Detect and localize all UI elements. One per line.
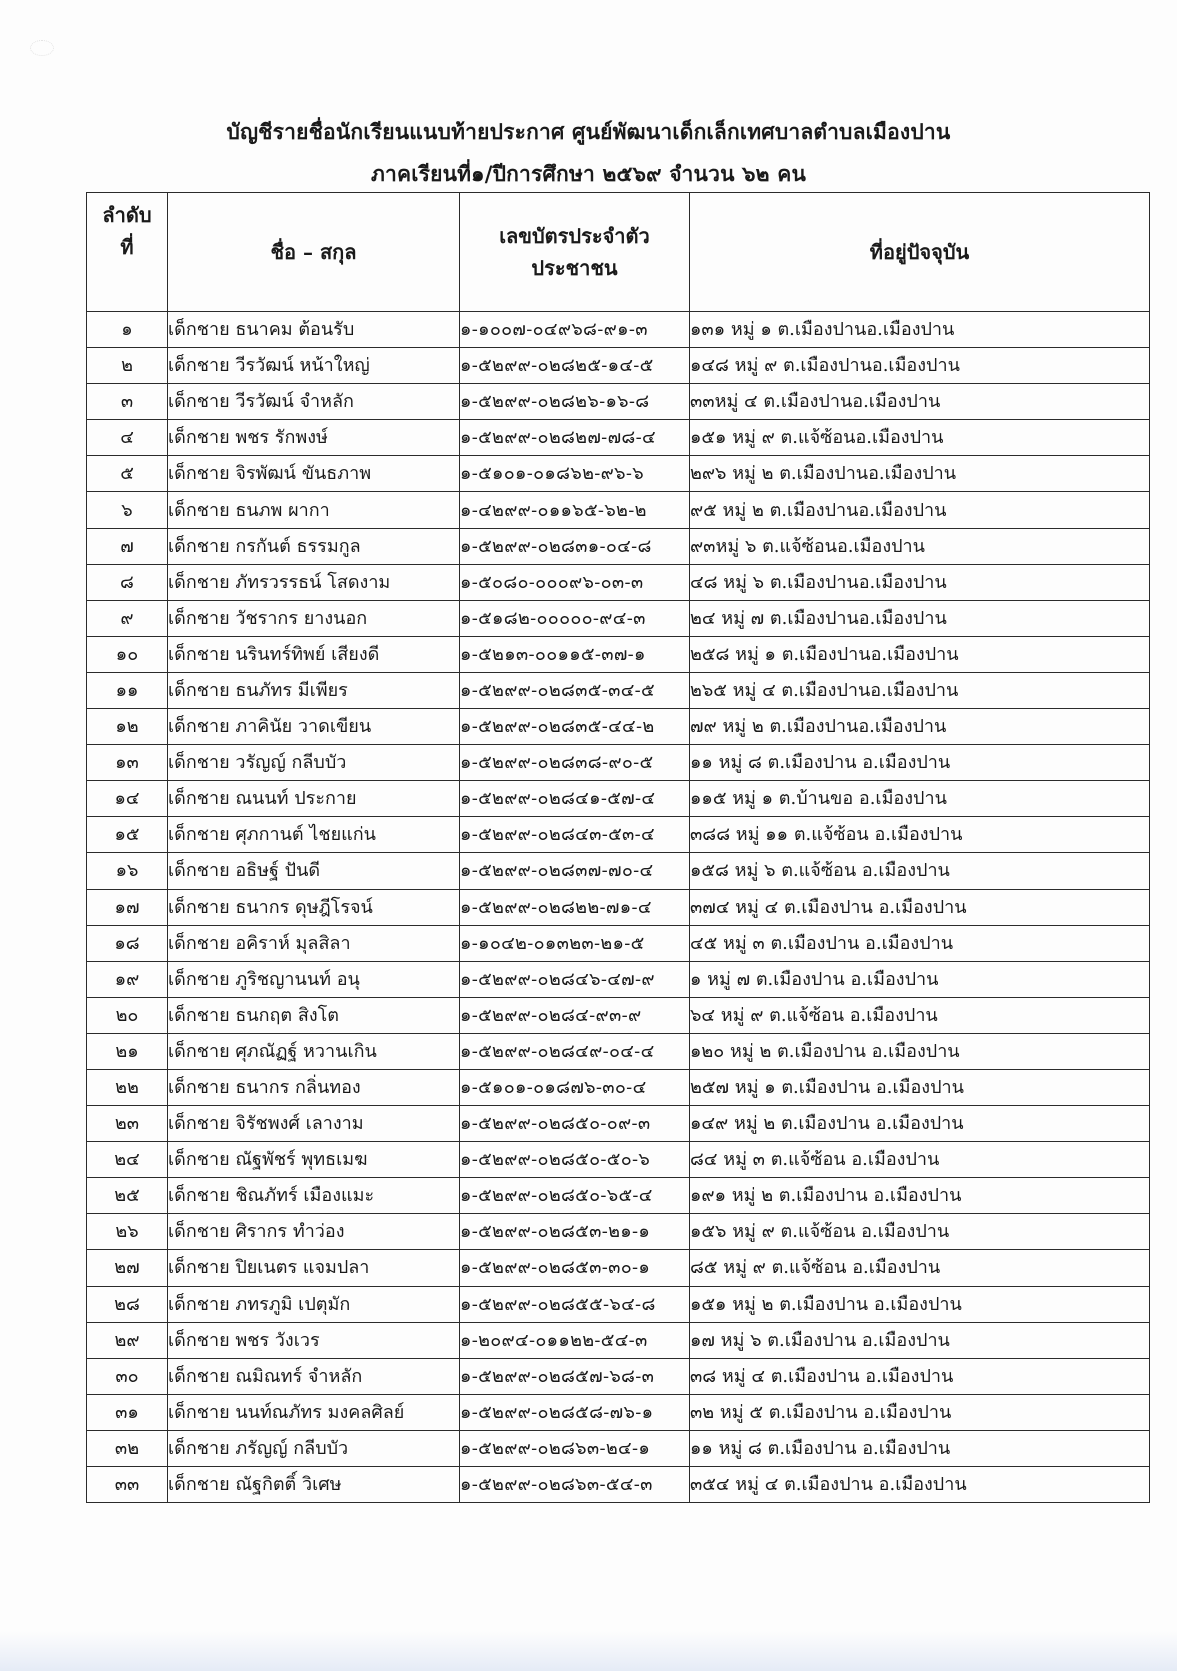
cell-national-id: ๑-๕๐๘๐-๐๐๐๙๖-๐๓-๓ — [460, 564, 690, 600]
cell-full-name: เด็กชาย ธนากร ดุษฎีโรจน์ — [168, 889, 460, 925]
cell-current-address: ๑๑๕ หมู่ ๑ ต.บ้านขอ อ.เมืองปาน — [690, 781, 1150, 817]
table-row — [87, 672, 1150, 708]
cell-full-name: เด็กชาย พชร วังเวร — [168, 1322, 460, 1358]
cell-full-name: เด็กชาย จิรพัฒน์ ขันธภาพ — [168, 456, 460, 492]
cell-current-address: ๒๙๖ หมู่ ๒ ต.เมืองปานอ.เมืองปาน — [690, 456, 1150, 492]
header-current-address: ที่อยู่ปัจจุบัน — [690, 193, 1150, 312]
cell-national-id: ๑-๕๒๙๙-๐๒๘๕๓-๓๐-๑ — [460, 1250, 690, 1286]
cell-current-address: ๑๕๖ หมู่ ๙ ต.แจ้ซ้อน อ.เมืองปาน — [690, 1214, 1150, 1250]
student-roster-table — [86, 192, 1150, 1503]
cell-full-name: เด็กชาย กรกันต์ ธรรมกูล — [168, 528, 460, 564]
cell-full-name: เด็กชาย วรัญญ์ กลีบบัว — [168, 745, 460, 781]
cell-national-id: ๑-๑๐๔๒-๐๑๓๒๓-๒๑-๕ — [460, 925, 690, 961]
cell-full-name: เด็กชาย ธนากร กลิ่นทอง — [168, 1069, 460, 1105]
cell-full-name: เด็กชาย ภทรภูมิ เปตุมัก — [168, 1286, 460, 1322]
header-national-id-line1: เลขบัตรประจำตัว — [499, 224, 650, 248]
cell-national-id: ๑-๕๒๙๙-๐๒๘๓๘-๙๐-๕ — [460, 745, 690, 781]
cell-current-address: ๗๙ หมู่ ๒ ต.เมืองปานอ.เมืองปาน — [690, 709, 1150, 745]
header-order-number-line1: ลำดับ — [102, 203, 152, 227]
cell-full-name: เด็กชาย ปิยเนตร แจมปลา — [168, 1250, 460, 1286]
table-row — [87, 925, 1150, 961]
cell-full-name: เด็กชาย จิรัชพงศ์ เลางาม — [168, 1106, 460, 1142]
cell-national-id: ๑-๕๒๙๙-๐๒๘๓๕-๓๔-๕ — [460, 672, 690, 708]
cell-current-address: ๑๕๘ หมู่ ๖ ต.แจ้ซ้อน อ.เมืองปาน — [690, 853, 1150, 889]
cell-national-id: ๑-๕๒๙๙-๐๒๘๕๐-๕๐-๖ — [460, 1142, 690, 1178]
cell-full-name: เด็กชาย ภูริชญานนท์ อนุ — [168, 961, 460, 997]
cell-national-id: ๑-๕๒๙๙-๐๒๘๔-๙๓-๙ — [460, 997, 690, 1033]
table-row — [87, 817, 1150, 853]
cell-national-id: ๑-๕๒๙๙-๐๒๘๔๙-๐๔-๔ — [460, 1033, 690, 1069]
cell-national-id: ๑-๕๑๐๑-๐๑๘๖๒-๙๖-๖ — [460, 456, 690, 492]
table-header-row — [87, 193, 1150, 312]
cell-current-address: ๑๕๑ หมู่ ๒ ต.เมืองปาน อ.เมืองปาน — [690, 1286, 1150, 1322]
cell-national-id: ๑-๕๒๙๙-๐๒๘๕๕-๖๔-๘ — [460, 1286, 690, 1322]
cell-current-address: ๘๕ หมู่ ๙ ต.แจ้ซ้อน อ.เมืองปาน — [690, 1250, 1150, 1286]
cell-current-address: ๖๔ หมู่ ๙ ต.แจ้ซ้อน อ.เมืองปาน — [690, 997, 1150, 1033]
table-row — [87, 1322, 1150, 1358]
cell-national-id: ๑-๕๒๙๙-๐๒๘๒๖-๑๖-๘ — [460, 384, 690, 420]
cell-order-number: ๑๕ — [87, 817, 168, 853]
cell-national-id: ๑-๕๒๙๙-๐๒๘๒๗-๗๘-๔ — [460, 420, 690, 456]
cell-full-name: เด็กชาย ณัฐกิตติ์ วิเศษ — [168, 1467, 460, 1503]
cell-current-address: ๓๘ หมู่ ๔ ต.เมืองปาน อ.เมืองปาน — [690, 1358, 1150, 1394]
cell-order-number: ๒๙ — [87, 1322, 168, 1358]
cell-order-number: ๒๕ — [87, 1178, 168, 1214]
cell-national-id: ๑-๕๒๙๙-๐๒๘๓๑-๐๔-๘ — [460, 528, 690, 564]
cell-national-id: ๑-๕๒๙๙-๐๒๘๔๖-๔๗-๙ — [460, 961, 690, 997]
cell-full-name: เด็กชาย ธนภัทร มีเพียร — [168, 672, 460, 708]
table-row — [87, 384, 1150, 420]
cell-order-number: ๑๘ — [87, 925, 168, 961]
table-row — [87, 492, 1150, 528]
cell-national-id: ๑-๒๐๙๔-๐๑๑๒๒-๕๔-๓ — [460, 1322, 690, 1358]
table-row — [87, 961, 1150, 997]
cell-order-number: ๑๖ — [87, 853, 168, 889]
cell-full-name: เด็กชาย ภัทรวรรธน์ โสดงาม — [168, 564, 460, 600]
cell-order-number: ๓๑ — [87, 1394, 168, 1430]
cell-current-address: ๑๙๑ หมู่ ๒ ต.เมืองปาน อ.เมืองปาน — [690, 1178, 1150, 1214]
cell-order-number: ๑๙ — [87, 961, 168, 997]
cell-national-id: ๑-๕๒๑๓-๐๐๑๑๕-๓๗-๑ — [460, 636, 690, 672]
cell-national-id: ๑-๕๒๙๙-๐๒๘๕๗-๖๘-๓ — [460, 1358, 690, 1394]
header-order-number — [87, 193, 168, 312]
table-row — [87, 636, 1150, 672]
table-row — [87, 1214, 1150, 1250]
cell-current-address: ๑๒๐ หมู่ ๒ ต.เมืองปาน อ.เมืองปาน — [690, 1033, 1150, 1069]
cell-national-id: ๑-๕๒๙๙-๐๒๘๕๓-๒๑-๑ — [460, 1214, 690, 1250]
cell-national-id: ๑-๑๐๐๗-๐๔๙๖๘-๙๑-๓ — [460, 312, 690, 348]
cell-current-address: ๔๕ หมู่ ๓ ต.เมืองปาน อ.เมืองปาน — [690, 925, 1150, 961]
cell-order-number: ๒๒ — [87, 1069, 168, 1105]
cell-full-name: เด็กชาย วีรวัฒน์ หน้าใหญ่ — [168, 348, 460, 384]
table-row — [87, 1430, 1150, 1466]
cell-order-number: ๑๑ — [87, 672, 168, 708]
cell-full-name: เด็กชาย วัชรากร ยางนอก — [168, 600, 460, 636]
cell-full-name: เด็กชาย นรินทร์ทิพย์ เสียงดี — [168, 636, 460, 672]
cell-order-number: ๑ — [87, 312, 168, 348]
table-row — [87, 312, 1150, 348]
cell-order-number: ๙ — [87, 600, 168, 636]
cell-current-address: ๓๗๔ หมู่ ๔ ต.เมืองปาน อ.เมืองปาน — [690, 889, 1150, 925]
table-row — [87, 745, 1150, 781]
table-row — [87, 1286, 1150, 1322]
cell-full-name: เด็กชาย อคิราห์ มุลสิลา — [168, 925, 460, 961]
cell-order-number: ๑๒ — [87, 709, 168, 745]
document-title: บัญชีรายชื่อนักเรียนแนบท้ายประกาศ ศูนย์พัฒนาเด็กเล็กเทศบาลตำบลเมืองปาน — [226, 119, 951, 144]
cell-order-number: ๓๓ — [87, 1467, 168, 1503]
cell-national-id: ๑-๕๒๙๙-๐๒๘๔๓-๕๓-๔ — [460, 817, 690, 853]
table-row — [87, 889, 1150, 925]
cell-current-address: ๒๔ หมู่ ๗ ต.เมืองปานอ.เมืองปาน — [690, 600, 1150, 636]
cell-national-id: ๑-๕๒๙๙-๐๒๘๕๐-๐๙-๓ — [460, 1106, 690, 1142]
cell-current-address: ๒๖๕ หมู่ ๔ ต.เมืองปานอ.เมืองปาน — [690, 672, 1150, 708]
cell-full-name: เด็กชาย ชิณภัทร์ เมืองแมะ — [168, 1178, 460, 1214]
cell-current-address: ๑๑ หมู่ ๘ ต.เมืองปาน อ.เมืองปาน — [690, 745, 1150, 781]
table-row — [87, 1358, 1150, 1394]
table-row — [87, 781, 1150, 817]
cell-current-address: ๑๓๑ หมู่ ๑ ต.เมืองปานอ.เมืองปาน — [690, 312, 1150, 348]
cell-current-address: ๙๕ หมู่ ๒ ต.เมืองปานอ.เมืองปาน — [690, 492, 1150, 528]
table-row — [87, 564, 1150, 600]
cell-current-address: ๑ หมู่ ๗ ต.เมืองปาน อ.เมืองปาน — [690, 961, 1150, 997]
cell-national-id: ๑-๕๑๘๒-๐๐๐๐๐-๙๔-๓ — [460, 600, 690, 636]
cell-full-name: เด็กชาย ธนกฤต สิงโต — [168, 997, 460, 1033]
cell-full-name: เด็กชาย ณมิณทร์ จำหลัก — [168, 1358, 460, 1394]
cell-full-name: เด็กชาย ศิรากร ทำว่อง — [168, 1214, 460, 1250]
cell-current-address: ๓๓หมู่ ๔ ต.เมืองปานอ.เมืองปาน — [690, 384, 1150, 420]
cell-national-id: ๑-๕๑๐๑-๐๑๘๗๖-๓๐-๔ — [460, 1069, 690, 1105]
scan-artifact — [30, 40, 54, 56]
scan-edge-tint — [0, 1631, 1177, 1671]
header-full-name: ชื่อ – สกุล — [168, 193, 460, 312]
table-row — [87, 1467, 1150, 1503]
table-row — [87, 1142, 1150, 1178]
cell-full-name: เด็กชาย ธนาคม ต้อนรับ — [168, 312, 460, 348]
cell-national-id: ๑-๕๒๙๙-๐๒๘๕๐-๖๕-๔ — [460, 1178, 690, 1214]
cell-national-id: ๑-๕๒๙๙-๐๒๘๓๕-๔๔-๒ — [460, 709, 690, 745]
cell-full-name: เด็กชาย นนท์ณภัทร มงคลศิลย์ — [168, 1394, 460, 1430]
cell-current-address: ๓๒ หมู่ ๕ ต.เมืองปาน อ.เมืองปาน — [690, 1394, 1150, 1430]
cell-order-number: ๒๖ — [87, 1214, 168, 1250]
cell-full-name: เด็กชาย วีรวัฒน์ จำหลัก — [168, 384, 460, 420]
table-row — [87, 1033, 1150, 1069]
cell-current-address: ๓๘๘ หมู่ ๑๑ ต.แจ้ซ้อน อ.เมืองปาน — [690, 817, 1150, 853]
cell-full-name: เด็กชาย ศุภกานต์ ไชยแก่น — [168, 817, 460, 853]
header-national-id-line2: ประชาชน — [531, 256, 618, 280]
cell-current-address: ๒๕๘ หมู่ ๑ ต.เมืองปานอ.เมืองปาน — [690, 636, 1150, 672]
cell-order-number: ๒๘ — [87, 1286, 168, 1322]
table-body — [87, 312, 1150, 1503]
cell-current-address: ๒๕๗ หมู่ ๑ ต.เมืองปาน อ.เมืองปาน — [690, 1069, 1150, 1105]
cell-order-number: ๑๐ — [87, 636, 168, 672]
table-row — [87, 456, 1150, 492]
cell-current-address: ๓๕๔ หมู่ ๔ ต.เมืองปาน อ.เมืองปาน — [690, 1467, 1150, 1503]
table-row — [87, 1178, 1150, 1214]
cell-national-id: ๑-๕๒๙๙-๐๒๘๔๑-๕๗-๔ — [460, 781, 690, 817]
cell-current-address: ๑๔๘ หมู่ ๙ ต.เมืองปานอ.เมืองปาน — [690, 348, 1150, 384]
cell-current-address: ๙๓หมู่ ๖ ต.แจ้ซ้อนอ.เมืองปาน — [690, 528, 1150, 564]
table-row — [87, 709, 1150, 745]
cell-order-number: ๘ — [87, 564, 168, 600]
cell-order-number: ๒ — [87, 348, 168, 384]
table-row — [87, 600, 1150, 636]
cell-current-address: ๑๔๙ หมู่ ๒ ต.เมืองปาน อ.เมืองปาน — [690, 1106, 1150, 1142]
cell-full-name: เด็กชาย พชร รักพงษ์ — [168, 420, 460, 456]
header-national-id — [460, 193, 690, 312]
cell-current-address: ๑๑ หมู่ ๘ ต.เมืองปาน อ.เมืองปาน — [690, 1430, 1150, 1466]
cell-order-number: ๑๓ — [87, 745, 168, 781]
cell-current-address: ๔๘ หมู่ ๖ ต.เมืองปานอ.เมืองปาน — [690, 564, 1150, 600]
header-order-number-line2: ที่ — [120, 235, 134, 259]
cell-order-number: ๒๑ — [87, 1033, 168, 1069]
cell-order-number: ๓๐ — [87, 1358, 168, 1394]
cell-order-number: ๓ — [87, 384, 168, 420]
cell-current-address: ๑๕๑ หมู่ ๙ ต.แจ้ซ้อนอ.เมืองปาน — [690, 420, 1150, 456]
cell-order-number: ๓๒ — [87, 1430, 168, 1466]
cell-order-number: ๒๗ — [87, 1250, 168, 1286]
cell-current-address: ๑๗ หมู่ ๖ ต.เมืองปาน อ.เมืองปาน — [690, 1322, 1150, 1358]
cell-order-number: ๖ — [87, 492, 168, 528]
cell-order-number: ๕ — [87, 456, 168, 492]
cell-order-number: ๑๔ — [87, 781, 168, 817]
document-subtitle: ภาคเรียนที่๑/ปีการศึกษา ๒๕๖๙ จำนวน ๖๒ คน — [370, 161, 807, 186]
table-row — [87, 997, 1150, 1033]
cell-national-id: ๑-๕๒๙๙-๐๒๘๓๗-๗๐-๔ — [460, 853, 690, 889]
table-row — [87, 1069, 1150, 1105]
table-row — [87, 1394, 1150, 1430]
table-row — [87, 348, 1150, 384]
cell-national-id: ๑-๕๒๙๙-๐๒๘๒๕-๑๔-๕ — [460, 348, 690, 384]
cell-order-number: ๒๓ — [87, 1106, 168, 1142]
cell-full-name: เด็กชาย ธนภพ ผากา — [168, 492, 460, 528]
cell-national-id: ๑-๕๒๙๙-๐๒๘๕๘-๗๖-๑ — [460, 1394, 690, 1430]
cell-full-name: เด็กชาย ณนนท์ ประกาย — [168, 781, 460, 817]
table-row — [87, 1250, 1150, 1286]
table-row — [87, 1106, 1150, 1142]
cell-order-number: ๒๐ — [87, 997, 168, 1033]
cell-national-id: ๑-๕๒๙๙-๐๒๘๖๓-๒๔-๑ — [460, 1430, 690, 1466]
cell-full-name: เด็กชาย ภาคินัย วาดเขียน — [168, 709, 460, 745]
cell-national-id: ๑-๔๒๙๙-๐๑๑๖๕-๖๒-๒ — [460, 492, 690, 528]
cell-order-number: ๒๔ — [87, 1142, 168, 1178]
table-row — [87, 853, 1150, 889]
cell-order-number: ๑๗ — [87, 889, 168, 925]
cell-full-name: เด็กชาย ณัฐพัชร์ พุทธเมฆ — [168, 1142, 460, 1178]
cell-current-address: ๘๔ หมู่ ๓ ต.แจ้ซ้อน อ.เมืองปาน — [690, 1142, 1150, 1178]
cell-national-id: ๑-๕๒๙๙-๐๒๘๖๓-๕๔-๓ — [460, 1467, 690, 1503]
cell-national-id: ๑-๕๒๙๙-๐๒๘๒๒-๗๑-๔ — [460, 889, 690, 925]
table-row — [87, 420, 1150, 456]
table-row — [87, 528, 1150, 564]
cell-order-number: ๔ — [87, 420, 168, 456]
cell-full-name: เด็กชาย ภรัญญ์ กลีบบัว — [168, 1430, 460, 1466]
cell-order-number: ๗ — [87, 528, 168, 564]
cell-full-name: เด็กชาย ศุภณัฏฐ์ หวานเกิน — [168, 1033, 460, 1069]
cell-full-name: เด็กชาย อธิษฐ์ ปันดี — [168, 853, 460, 889]
